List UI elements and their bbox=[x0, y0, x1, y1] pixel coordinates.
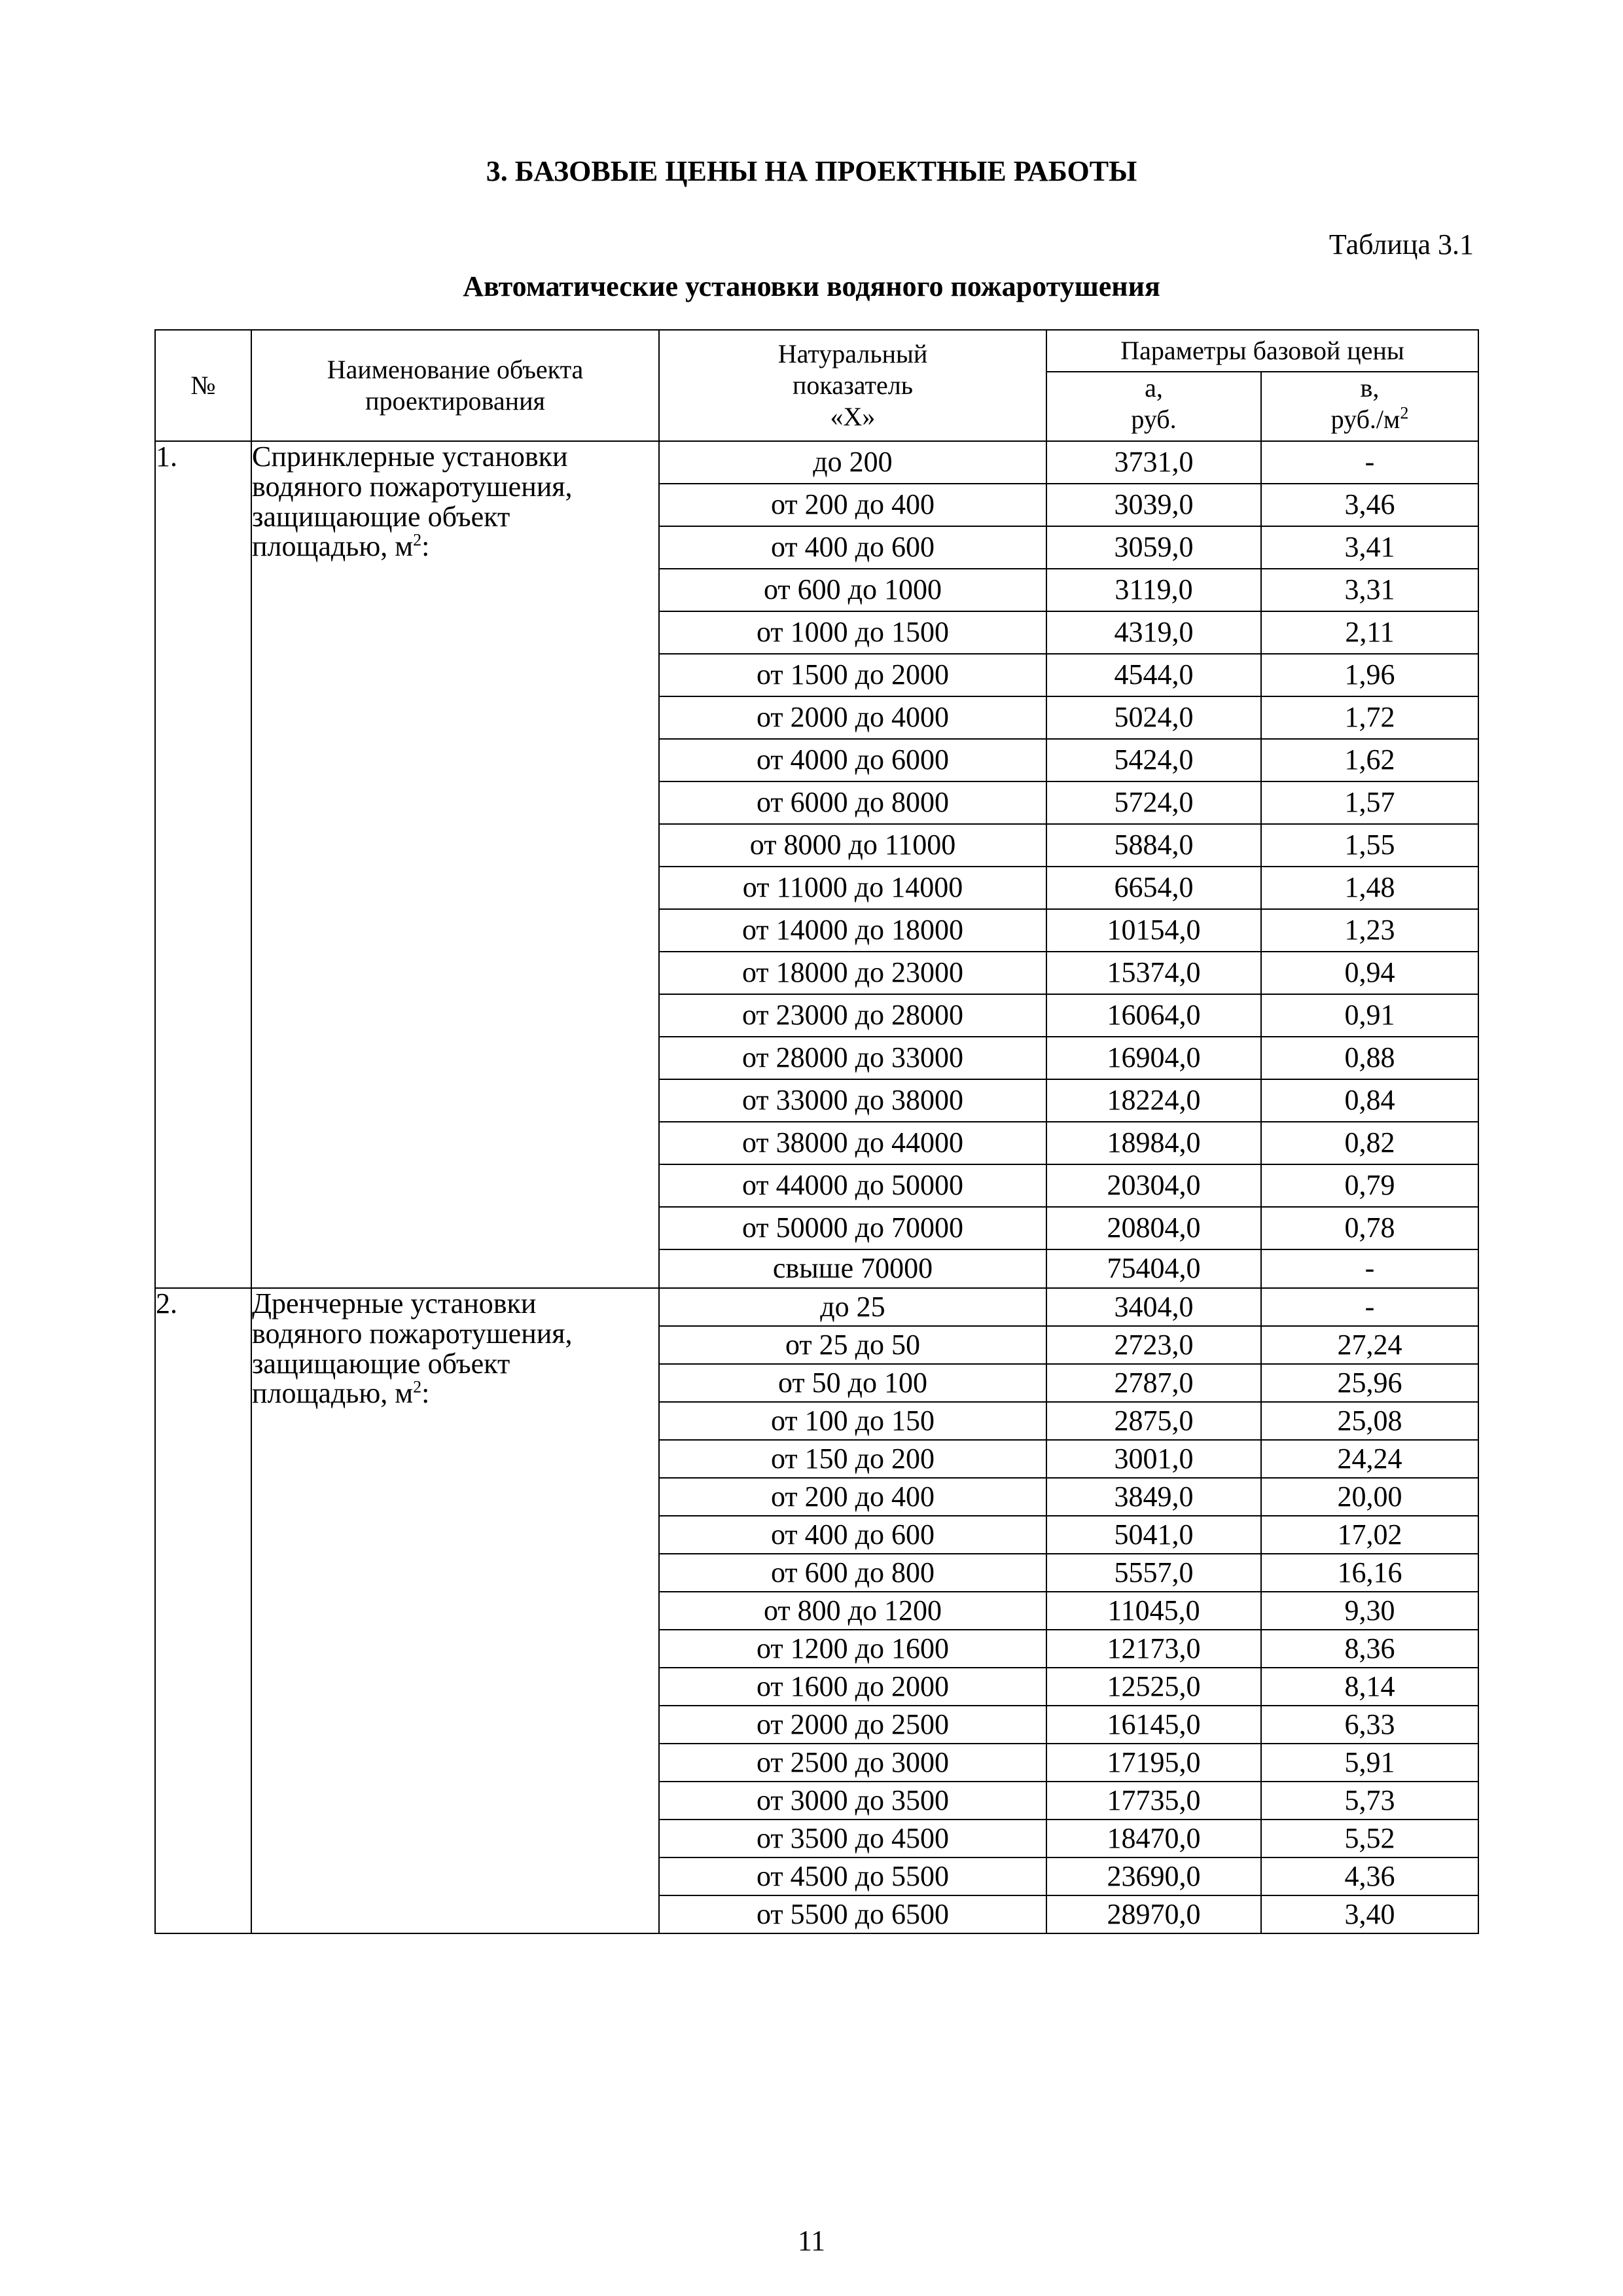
price-b-cell: 5,52 bbox=[1261, 1820, 1478, 1857]
header-number: № bbox=[155, 330, 251, 441]
natural-indicator-cell: от 4000 до 6000 bbox=[659, 739, 1046, 781]
natural-indicator-cell: от 8000 до 11000 bbox=[659, 824, 1046, 867]
price-table bbox=[154, 329, 1479, 1934]
header-a bbox=[1046, 372, 1261, 441]
natural-indicator-cell: от 1600 до 2000 bbox=[659, 1668, 1046, 1706]
price-b-cell: 8,14 bbox=[1261, 1668, 1478, 1706]
price-b-cell: 0,84 bbox=[1261, 1079, 1478, 1122]
section-name-line: водяного пожаротушения, bbox=[252, 1317, 573, 1350]
header-a-line1: а, bbox=[1145, 373, 1163, 403]
price-a-cell: 12173,0 bbox=[1046, 1630, 1261, 1668]
table-number: Таблица 3.1 bbox=[1329, 228, 1474, 260]
price-b-cell: 25,96 bbox=[1261, 1364, 1478, 1402]
price-a-cell: 12525,0 bbox=[1046, 1668, 1261, 1706]
price-b-cell: 0,79 bbox=[1261, 1164, 1478, 1207]
natural-indicator-cell: от 2500 до 3000 bbox=[659, 1744, 1046, 1782]
price-b-cell: 3,41 bbox=[1261, 526, 1478, 569]
header-b-line1: в, bbox=[1360, 373, 1380, 403]
price-a-cell: 18224,0 bbox=[1046, 1079, 1261, 1122]
natural-indicator-cell: от 38000 до 44000 bbox=[659, 1122, 1046, 1164]
price-b-cell: 6,33 bbox=[1261, 1706, 1478, 1744]
natural-indicator-cell: от 11000 до 14000 bbox=[659, 867, 1046, 909]
natural-indicator-cell: от 150 до 200 bbox=[659, 1440, 1046, 1478]
price-a-cell: 15374,0 bbox=[1046, 952, 1261, 994]
natural-indicator-cell: от 600 до 1000 bbox=[659, 569, 1046, 611]
header-natural-line3: «X» bbox=[830, 402, 876, 431]
price-a-cell: 6654,0 bbox=[1046, 867, 1261, 909]
price-b-cell: 3,46 bbox=[1261, 484, 1478, 526]
price-a-cell: 3404,0 bbox=[1046, 1288, 1261, 1326]
header-b-line2: руб./м bbox=[1330, 404, 1400, 434]
natural-indicator-cell: от 1500 до 2000 bbox=[659, 654, 1046, 696]
header-b bbox=[1261, 372, 1478, 441]
natural-indicator-cell: от 4500 до 5500 bbox=[659, 1857, 1046, 1895]
section-name-sup: 2 bbox=[413, 1377, 422, 1397]
natural-indicator-cell: от 400 до 600 bbox=[659, 526, 1046, 569]
price-a-cell: 11045,0 bbox=[1046, 1592, 1261, 1630]
section-name bbox=[251, 441, 659, 1288]
section-name-line: площадью, м bbox=[252, 530, 414, 563]
price-a-cell: 18470,0 bbox=[1046, 1820, 1261, 1857]
natural-indicator-cell: от 600 до 800 bbox=[659, 1554, 1046, 1592]
header-a-line2: руб. bbox=[1131, 404, 1177, 434]
page-number: 11 bbox=[797, 2225, 826, 2257]
section-name-sup: 2 bbox=[413, 530, 422, 550]
price-b-cell: 1,72 bbox=[1261, 696, 1478, 739]
price-a-cell: 75404,0 bbox=[1046, 1249, 1261, 1288]
price-a-cell: 4319,0 bbox=[1046, 611, 1261, 654]
natural-indicator-cell: от 3500 до 4500 bbox=[659, 1820, 1046, 1857]
price-a-cell: 3039,0 bbox=[1046, 484, 1261, 526]
header-row bbox=[155, 330, 1478, 372]
price-a-cell: 5724,0 bbox=[1046, 781, 1261, 824]
natural-indicator-cell: от 28000 до 33000 bbox=[659, 1037, 1046, 1079]
section-name-suffix: : bbox=[421, 530, 430, 563]
price-a-cell: 3731,0 bbox=[1046, 441, 1261, 484]
table-caption: Автоматические установки водяного пожаротушения bbox=[463, 270, 1160, 302]
price-b-cell: 16,16 bbox=[1261, 1554, 1478, 1592]
price-b-cell: 1,23 bbox=[1261, 909, 1478, 952]
price-b-cell: - bbox=[1261, 1249, 1478, 1288]
price-a-cell: 16064,0 bbox=[1046, 994, 1261, 1037]
price-a-cell: 28970,0 bbox=[1046, 1895, 1261, 1933]
price-b-cell: 0,82 bbox=[1261, 1122, 1478, 1164]
price-b-cell: 0,78 bbox=[1261, 1207, 1478, 1249]
price-b-cell: - bbox=[1261, 1288, 1478, 1326]
header-natural-indicator bbox=[659, 330, 1046, 441]
price-b-cell: 5,73 bbox=[1261, 1782, 1478, 1820]
price-a-cell: 2875,0 bbox=[1046, 1402, 1261, 1440]
price-b-cell: 0,91 bbox=[1261, 994, 1478, 1037]
natural-indicator-cell: от 23000 до 28000 bbox=[659, 994, 1046, 1037]
section-name-line: Дренчерные установки bbox=[252, 1287, 537, 1319]
price-b-cell: 1,48 bbox=[1261, 867, 1478, 909]
natural-indicator-cell: от 25 до 50 bbox=[659, 1326, 1046, 1364]
header-object-name-line2: проектирования bbox=[365, 386, 545, 416]
header-object-name-line1: Наименование объекта bbox=[327, 355, 584, 384]
natural-indicator-cell: от 2000 до 2500 bbox=[659, 1706, 1046, 1744]
natural-indicator-cell: до 200 bbox=[659, 441, 1046, 484]
price-a-cell: 16145,0 bbox=[1046, 1706, 1261, 1744]
table-row bbox=[155, 1288, 1478, 1326]
price-a-cell: 3849,0 bbox=[1046, 1478, 1261, 1516]
natural-indicator-cell: от 200 до 400 bbox=[659, 484, 1046, 526]
natural-indicator-cell: от 50 до 100 bbox=[659, 1364, 1046, 1402]
natural-indicator-cell: от 44000 до 50000 bbox=[659, 1164, 1046, 1207]
natural-indicator-cell: от 14000 до 18000 bbox=[659, 909, 1046, 952]
price-a-cell: 5024,0 bbox=[1046, 696, 1261, 739]
natural-indicator-cell: от 800 до 1200 bbox=[659, 1592, 1046, 1630]
price-a-cell: 3119,0 bbox=[1046, 569, 1261, 611]
header-natural-line1: Натуральный bbox=[777, 339, 928, 368]
price-a-cell: 3001,0 bbox=[1046, 1440, 1261, 1478]
price-b-cell: 27,24 bbox=[1261, 1326, 1478, 1364]
price-b-cell: 2,11 bbox=[1261, 611, 1478, 654]
price-a-cell: 5884,0 bbox=[1046, 824, 1261, 867]
price-a-cell: 5424,0 bbox=[1046, 739, 1261, 781]
natural-indicator-cell: до 25 bbox=[659, 1288, 1046, 1326]
price-b-cell: 0,94 bbox=[1261, 952, 1478, 994]
price-a-cell: 23690,0 bbox=[1046, 1857, 1261, 1895]
section-name-line: защищающие объект bbox=[252, 500, 510, 533]
table-header bbox=[155, 330, 1478, 441]
price-b-cell: 25,08 bbox=[1261, 1402, 1478, 1440]
header-object-name bbox=[251, 330, 659, 441]
price-b-cell: 1,57 bbox=[1261, 781, 1478, 824]
price-a-cell: 10154,0 bbox=[1046, 909, 1261, 952]
natural-indicator-cell: от 3000 до 3500 bbox=[659, 1782, 1046, 1820]
price-b-cell: 5,91 bbox=[1261, 1744, 1478, 1782]
natural-indicator-cell: от 18000 до 23000 bbox=[659, 952, 1046, 994]
natural-indicator-cell: свыше 70000 bbox=[659, 1249, 1046, 1288]
natural-indicator-cell: от 100 до 150 bbox=[659, 1402, 1046, 1440]
section-name-line: Спринклерные установки bbox=[252, 440, 568, 473]
price-b-cell: 3,40 bbox=[1261, 1895, 1478, 1933]
price-a-cell: 4544,0 bbox=[1046, 654, 1261, 696]
header-natural-line2: показатель bbox=[793, 370, 913, 400]
price-b-cell: 9,30 bbox=[1261, 1592, 1478, 1630]
natural-indicator-cell: от 1200 до 1600 bbox=[659, 1630, 1046, 1668]
price-a-cell: 5041,0 bbox=[1046, 1516, 1261, 1554]
price-b-cell: 4,36 bbox=[1261, 1857, 1478, 1895]
table-row bbox=[155, 441, 1478, 484]
natural-indicator-cell: от 200 до 400 bbox=[659, 1478, 1046, 1516]
price-b-cell: 1,55 bbox=[1261, 824, 1478, 867]
price-a-cell: 17195,0 bbox=[1046, 1744, 1261, 1782]
section-name-line: защищающие объект bbox=[252, 1347, 510, 1380]
price-a-cell: 17735,0 bbox=[1046, 1782, 1261, 1820]
natural-indicator-cell: от 400 до 600 bbox=[659, 1516, 1046, 1554]
price-b-cell: 1,62 bbox=[1261, 739, 1478, 781]
price-a-cell: 18984,0 bbox=[1046, 1122, 1261, 1164]
natural-indicator-cell: от 6000 до 8000 bbox=[659, 781, 1046, 824]
price-b-cell: - bbox=[1261, 441, 1478, 484]
natural-indicator-cell: от 5500 до 6500 bbox=[659, 1895, 1046, 1933]
price-b-cell: 0,88 bbox=[1261, 1037, 1478, 1079]
section-name-line: водяного пожаротушения, bbox=[252, 470, 573, 503]
price-b-cell: 24,24 bbox=[1261, 1440, 1478, 1478]
section-name-line: площадью, м bbox=[252, 1377, 414, 1410]
page-title: 3. БАЗОВЫЕ ЦЕНЫ НА ПРОЕКТНЫЕ РАБОТЫ bbox=[486, 155, 1137, 187]
natural-indicator-cell: от 2000 до 4000 bbox=[659, 696, 1046, 739]
section-name bbox=[251, 1288, 659, 1933]
price-a-cell: 2787,0 bbox=[1046, 1364, 1261, 1402]
natural-indicator-cell: от 1000 до 1500 bbox=[659, 611, 1046, 654]
price-b-cell: 17,02 bbox=[1261, 1516, 1478, 1554]
price-a-cell: 3059,0 bbox=[1046, 526, 1261, 569]
section-number: 1. bbox=[155, 441, 251, 1288]
price-b-cell: 1,96 bbox=[1261, 654, 1478, 696]
price-a-cell: 5557,0 bbox=[1046, 1554, 1261, 1592]
header-base-price-params: Параметры базовой цены bbox=[1046, 330, 1478, 372]
header-b-sup: 2 bbox=[1400, 403, 1409, 423]
table-body bbox=[155, 441, 1478, 1933]
price-b-cell: 20,00 bbox=[1261, 1478, 1478, 1516]
natural-indicator-cell: от 33000 до 38000 bbox=[659, 1079, 1046, 1122]
price-b-cell: 8,36 bbox=[1261, 1630, 1478, 1668]
price-a-cell: 2723,0 bbox=[1046, 1326, 1261, 1364]
price-b-cell: 3,31 bbox=[1261, 569, 1478, 611]
price-a-cell: 16904,0 bbox=[1046, 1037, 1261, 1079]
natural-indicator-cell: от 50000 до 70000 bbox=[659, 1207, 1046, 1249]
price-a-cell: 20804,0 bbox=[1046, 1207, 1261, 1249]
section-name-suffix: : bbox=[421, 1377, 430, 1410]
price-a-cell: 20304,0 bbox=[1046, 1164, 1261, 1207]
section-number: 2. bbox=[155, 1288, 251, 1933]
